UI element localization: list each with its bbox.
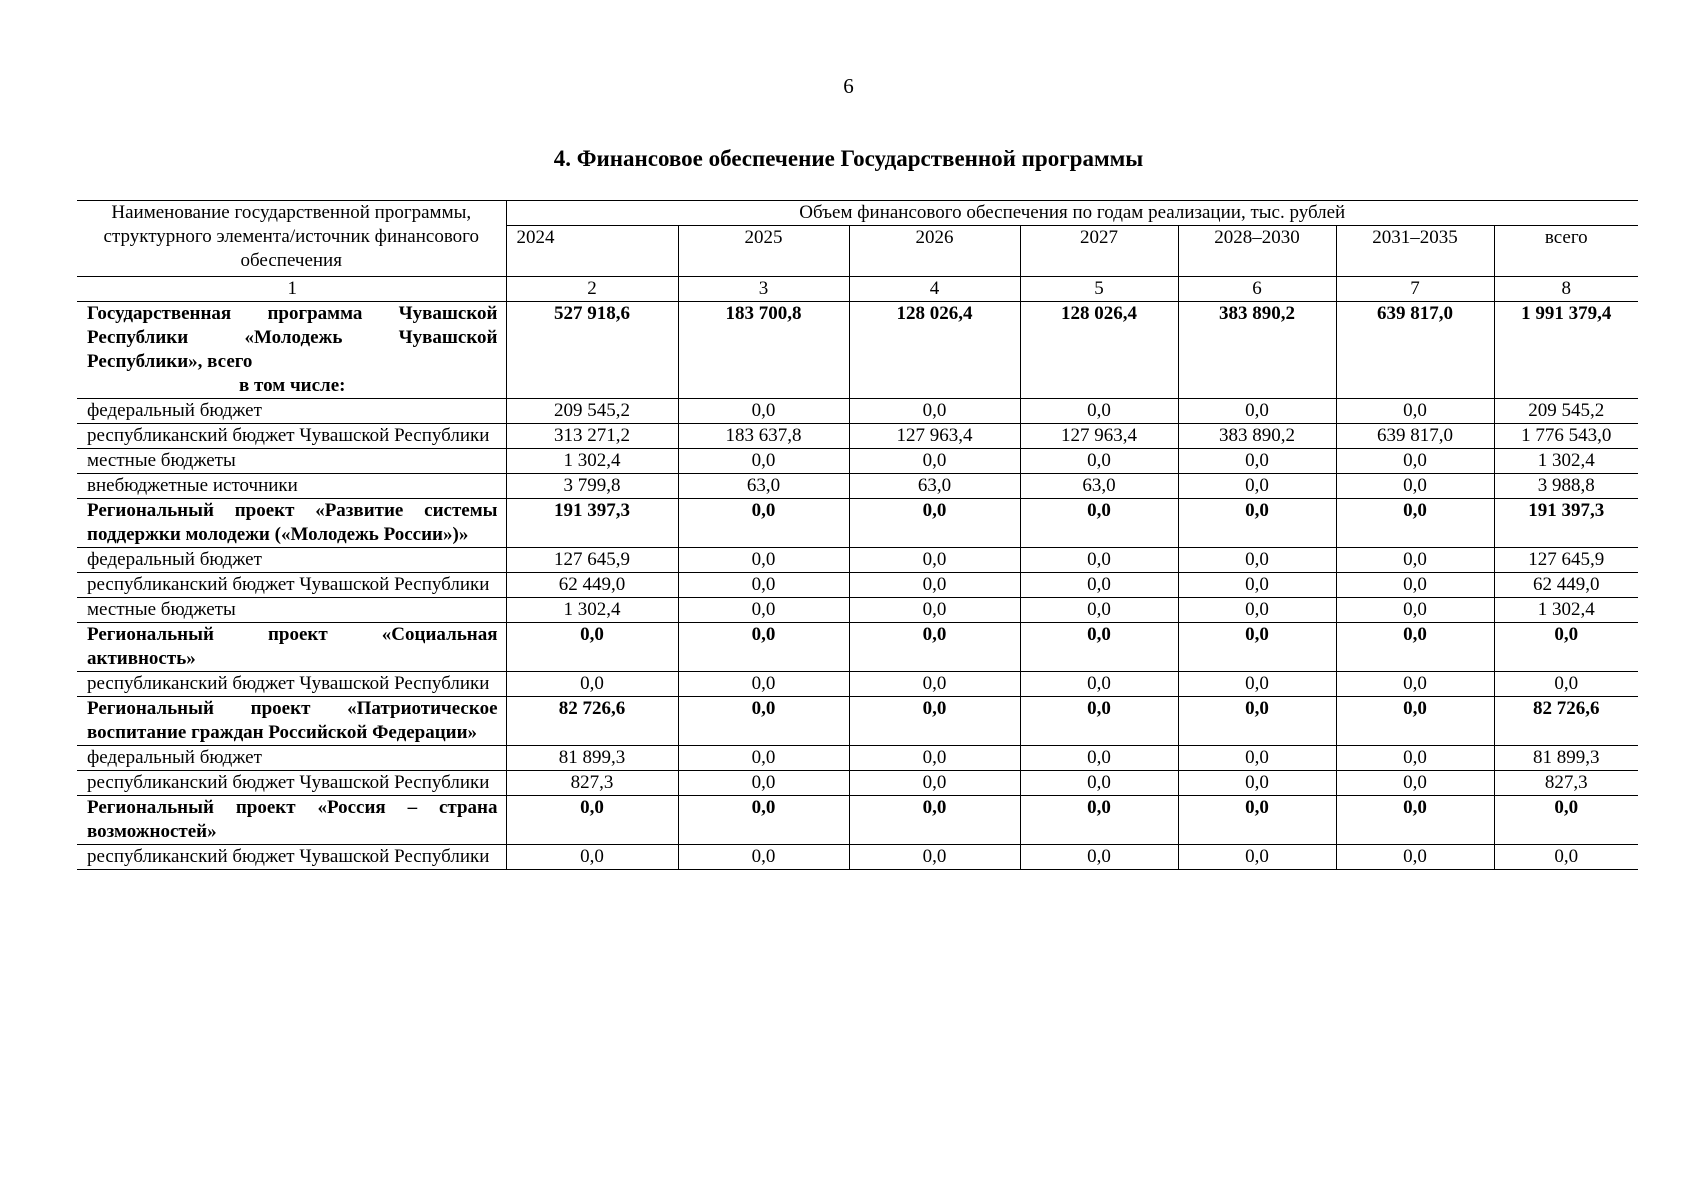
value-cell: 0,0 <box>849 746 1020 771</box>
value-cell: 0,0 <box>506 672 678 697</box>
value-cell: 0,0 <box>849 771 1020 796</box>
row-label: республиканский бюджет Чувашской Республики <box>87 425 490 446</box>
year-header: 2024 <box>506 226 678 277</box>
value-cell: 0,0 <box>1020 746 1178 771</box>
total-value-cell: 1 302,4 <box>1494 598 1638 623</box>
value-cell: 63,0 <box>678 474 849 499</box>
name-column-header: Наименование государственной программы, структурного элемента/источник финансового обеспечения <box>77 201 506 277</box>
value-cell: 81 899,3 <box>506 746 678 771</box>
value-cell: 209 545,2 <box>506 399 678 424</box>
section-name-cell <box>77 623 506 672</box>
table-row-source <box>77 548 1638 573</box>
value-cell: 0,0 <box>678 548 849 573</box>
total-value-cell: 1 991 379,4 <box>1494 302 1638 399</box>
column-number: 7 <box>1336 277 1494 302</box>
year-header: 2026 <box>849 226 1020 277</box>
value-cell: 313 271,2 <box>506 424 678 449</box>
value-cell: 0,0 <box>849 449 1020 474</box>
total-value-cell: 191 397,3 <box>1494 499 1638 548</box>
column-number: 8 <box>1494 277 1638 302</box>
value-cell: 0,0 <box>849 697 1020 746</box>
source-name-cell <box>77 598 506 623</box>
total-value-cell: 127 645,9 <box>1494 548 1638 573</box>
value-cell: 127 645,9 <box>506 548 678 573</box>
total-value-cell: 827,3 <box>1494 771 1638 796</box>
value-cell: 82 726,6 <box>506 697 678 746</box>
table-row-section <box>77 697 1638 746</box>
table-row-source <box>77 845 1638 870</box>
value-cell: 0,0 <box>1178 697 1336 746</box>
section-name-cell <box>77 796 506 845</box>
value-cell: 0,0 <box>1020 623 1178 672</box>
total-value-cell: 82 726,6 <box>1494 697 1638 746</box>
row-sublabel: в том числе: <box>239 375 346 396</box>
value-cell: 0,0 <box>1336 623 1494 672</box>
page-number: 6 <box>843 74 854 98</box>
row-label: федеральный бюджет <box>87 549 262 570</box>
value-cell: 0,0 <box>678 746 849 771</box>
value-cell: 0,0 <box>506 845 678 870</box>
row-label: республиканский бюджет Чувашской Республики <box>87 673 490 694</box>
value-cell: 0,0 <box>1178 474 1336 499</box>
value-cell: 0,0 <box>849 399 1020 424</box>
source-name-cell <box>77 474 506 499</box>
table-row-source <box>77 672 1638 697</box>
value-cell: 0,0 <box>1020 845 1178 870</box>
value-cell: 0,0 <box>678 697 849 746</box>
value-cell: 527 918,6 <box>506 302 678 399</box>
source-name-cell <box>77 845 506 870</box>
value-cell: 0,0 <box>1336 499 1494 548</box>
source-name-cell <box>77 573 506 598</box>
value-cell: 0,0 <box>678 845 849 870</box>
value-cell: 0,0 <box>1020 499 1178 548</box>
value-cell: 0,0 <box>678 399 849 424</box>
row-label: Государственная программа Чувашской Республики «Молодежь Чувашской Республики», всего <box>87 303 498 372</box>
source-name-cell <box>77 424 506 449</box>
value-cell: 0,0 <box>506 796 678 845</box>
value-cell: 0,0 <box>849 598 1020 623</box>
total-value-cell: 0,0 <box>1494 623 1638 672</box>
value-cell: 1 302,4 <box>506 449 678 474</box>
value-cell: 383 890,2 <box>1178 424 1336 449</box>
value-cell: 0,0 <box>1336 598 1494 623</box>
row-label: федеральный бюджет <box>87 747 262 768</box>
value-cell: 0,0 <box>678 796 849 845</box>
source-name-cell <box>77 449 506 474</box>
financing-table <box>77 200 1638 870</box>
value-cell: 0,0 <box>1336 697 1494 746</box>
source-name-cell <box>77 399 506 424</box>
table-row-section <box>77 499 1638 548</box>
value-cell: 0,0 <box>1178 598 1336 623</box>
value-cell: 0,0 <box>1178 771 1336 796</box>
value-cell: 0,0 <box>1178 796 1336 845</box>
table-row-source <box>77 598 1638 623</box>
total-header: всего <box>1494 226 1638 277</box>
value-cell: 0,0 <box>1336 771 1494 796</box>
section-name-cell <box>77 499 506 548</box>
value-cell: 0,0 <box>678 449 849 474</box>
header-row-1 <box>77 201 1638 226</box>
table-row-source <box>77 424 1638 449</box>
value-cell: 0,0 <box>849 623 1020 672</box>
value-cell: 0,0 <box>1336 548 1494 573</box>
value-cell: 0,0 <box>678 771 849 796</box>
value-cell: 3 799,8 <box>506 474 678 499</box>
row-label: Региональный проект «Россия – страна возможностей» <box>87 797 498 842</box>
column-number: 4 <box>849 277 1020 302</box>
value-cell: 0,0 <box>849 548 1020 573</box>
value-cell: 0,0 <box>1020 399 1178 424</box>
value-cell: 183 700,8 <box>678 302 849 399</box>
value-cell: 127 963,4 <box>1020 424 1178 449</box>
row-label: местные бюджеты <box>87 599 236 620</box>
row-label: Региональный проект «Развитие системы поддержки молодежи («Молодежь России»)» <box>87 500 498 545</box>
total-value-cell: 1 302,4 <box>1494 449 1638 474</box>
value-cell: 128 026,4 <box>1020 302 1178 399</box>
table-row-section <box>77 623 1638 672</box>
value-cell: 0,0 <box>1020 573 1178 598</box>
value-cell: 0,0 <box>1020 672 1178 697</box>
value-cell: 0,0 <box>1336 399 1494 424</box>
value-cell: 0,0 <box>678 499 849 548</box>
year-header: 2027 <box>1020 226 1178 277</box>
table-row-source <box>77 573 1638 598</box>
column-number-row <box>77 277 1638 302</box>
value-cell: 0,0 <box>506 623 678 672</box>
column-number: 6 <box>1178 277 1336 302</box>
row-label: республиканский бюджет Чувашской Республики <box>87 846 490 867</box>
value-cell: 0,0 <box>1336 573 1494 598</box>
total-value-cell: 3 988,8 <box>1494 474 1638 499</box>
row-label: республиканский бюджет Чувашской Республики <box>87 772 490 793</box>
year-header: 2028–2030 <box>1178 226 1336 277</box>
row-label: Региональный проект «Патриотическое воспитание граждан Российской Федерации» <box>87 698 498 743</box>
value-cell: 63,0 <box>1020 474 1178 499</box>
table-row-source <box>77 474 1638 499</box>
value-cell: 0,0 <box>1020 697 1178 746</box>
value-cell: 0,0 <box>1178 623 1336 672</box>
total-value-cell: 0,0 <box>1494 845 1638 870</box>
section-title: 4. Финансовое обеспечение Государственной программы <box>553 146 1144 171</box>
value-cell: 0,0 <box>1178 399 1336 424</box>
value-cell: 639 817,0 <box>1336 302 1494 399</box>
value-cell: 0,0 <box>849 573 1020 598</box>
value-cell: 0,0 <box>1020 548 1178 573</box>
volume-header: Объем финансового обеспечения по годам реализации, тыс. рублей <box>506 201 1638 226</box>
value-cell: 0,0 <box>1020 449 1178 474</box>
row-label: республиканский бюджет Чувашской Республики <box>87 574 490 595</box>
value-cell: 0,0 <box>678 598 849 623</box>
total-value-cell: 1 776 543,0 <box>1494 424 1638 449</box>
value-cell: 1 302,4 <box>506 598 678 623</box>
row-label: федеральный бюджет <box>87 400 262 421</box>
value-cell: 0,0 <box>1020 796 1178 845</box>
section-name-cell <box>77 697 506 746</box>
table-row-source <box>77 399 1638 424</box>
value-cell: 127 963,4 <box>849 424 1020 449</box>
total-value-cell: 0,0 <box>1494 796 1638 845</box>
value-cell: 0,0 <box>849 796 1020 845</box>
value-cell: 827,3 <box>506 771 678 796</box>
value-cell: 0,0 <box>1178 672 1336 697</box>
value-cell: 63,0 <box>849 474 1020 499</box>
value-cell: 0,0 <box>1178 746 1336 771</box>
value-cell: 0,0 <box>1020 771 1178 796</box>
value-cell: 0,0 <box>849 499 1020 548</box>
table-row-section <box>77 302 1638 399</box>
column-number: 5 <box>1020 277 1178 302</box>
value-cell: 0,0 <box>1336 796 1494 845</box>
value-cell: 0,0 <box>1178 573 1336 598</box>
value-cell: 0,0 <box>1336 474 1494 499</box>
value-cell: 0,0 <box>1336 845 1494 870</box>
value-cell: 0,0 <box>1020 598 1178 623</box>
value-cell: 639 817,0 <box>1336 424 1494 449</box>
value-cell: 0,0 <box>1178 548 1336 573</box>
total-value-cell: 81 899,3 <box>1494 746 1638 771</box>
column-number: 3 <box>678 277 849 302</box>
table-row-source <box>77 771 1638 796</box>
source-name-cell <box>77 746 506 771</box>
total-value-cell: 62 449,0 <box>1494 573 1638 598</box>
row-label: местные бюджеты <box>87 450 236 471</box>
column-number: 2 <box>506 277 678 302</box>
row-label: внебюджетные источники <box>87 475 298 496</box>
table-row-source <box>77 746 1638 771</box>
value-cell: 0,0 <box>678 672 849 697</box>
value-cell: 0,0 <box>678 573 849 598</box>
value-cell: 0,0 <box>678 623 849 672</box>
value-cell: 191 397,3 <box>506 499 678 548</box>
value-cell: 0,0 <box>1178 449 1336 474</box>
table-row-source <box>77 449 1638 474</box>
source-name-cell <box>77 672 506 697</box>
value-cell: 0,0 <box>1336 449 1494 474</box>
year-header: 2025 <box>678 226 849 277</box>
table-row-section <box>77 796 1638 845</box>
value-cell: 62 449,0 <box>506 573 678 598</box>
source-name-cell <box>77 548 506 573</box>
value-cell: 0,0 <box>1336 672 1494 697</box>
value-cell: 383 890,2 <box>1178 302 1336 399</box>
year-header: 2031–2035 <box>1336 226 1494 277</box>
value-cell: 0,0 <box>1336 746 1494 771</box>
row-label: Региональный проект «Социальная активность» <box>87 624 498 669</box>
column-number: 1 <box>77 277 506 302</box>
value-cell: 0,0 <box>849 845 1020 870</box>
section-name-cell <box>77 302 506 399</box>
source-name-cell <box>77 771 506 796</box>
value-cell: 0,0 <box>1178 499 1336 548</box>
total-value-cell: 0,0 <box>1494 672 1638 697</box>
value-cell: 183 637,8 <box>678 424 849 449</box>
value-cell: 0,0 <box>1178 845 1336 870</box>
total-value-cell: 209 545,2 <box>1494 399 1638 424</box>
value-cell: 0,0 <box>849 672 1020 697</box>
value-cell: 128 026,4 <box>849 302 1020 399</box>
